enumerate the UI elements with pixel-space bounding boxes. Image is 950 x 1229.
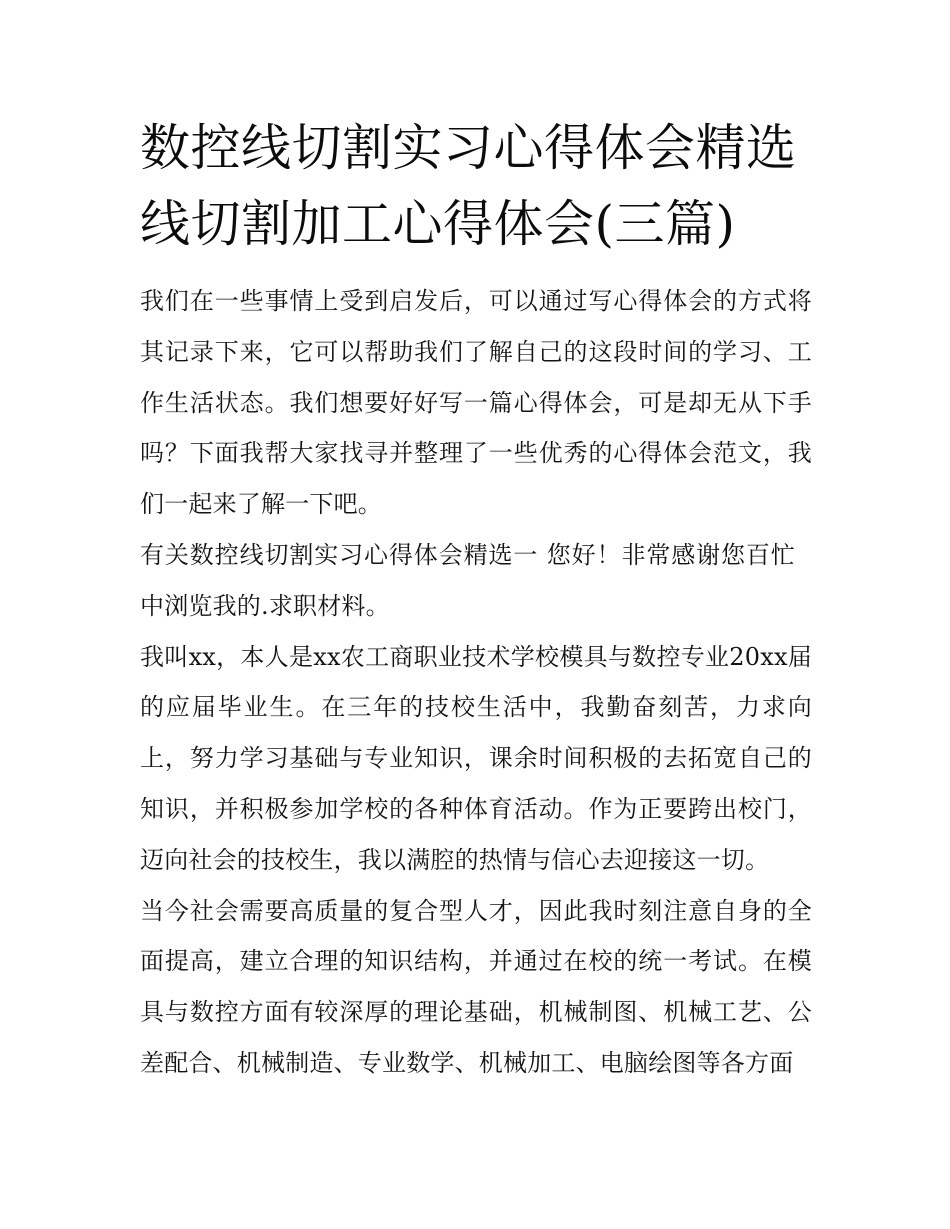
letter-opening-paragraph: 有关数控线切割实习心得体会精选一 您好！非常感谢您百忙中浏览我的.求职材料。 xyxy=(140,540,795,620)
document-body xyxy=(140,276,812,1089)
skills-paragraph: 当今社会需要高质量的复合型人才，因此我时刻注意自身的全面提高，建立合理的知识结构，并通过在校的统一考试。在模具与数控方面有较深厚的理论基础，机械制图、机械工艺、公差配合、机械制造、专业数学、机械加工、电脑绘图等各方面 xyxy=(140,896,812,1077)
document-title: 数控线切割实习心得体会精选线切割加工心得体会(三篇) xyxy=(140,119,797,253)
self-introduction-paragraph: 我叫xx，本人是xx农工商职业技术学校模具与数控专业20xx届的应届毕业生。在三年的技校生活中，我勤奋刻苦，力求向上，努力学习基础与专业知识，课余时间积极的去拓宽自己的知识，并积极参加学校的各种体育活动。作为正要跨出校门，迈向社会的技校生，我以满腔的热情与信心去迎接这一切。 xyxy=(140,642,812,874)
intro-paragraph: 我们在一些事情上受到启发后，可以通过写心得体会的方式将其记录下来，它可以帮助我们了解自己的这段时间的学习、工作生活状态。我们想要好好写一篇心得体会，可是却无从下手吗？下面我帮大家找寻并整理了一些优秀的心得体会范文，我们一起来了解一下吧。 xyxy=(140,287,812,519)
